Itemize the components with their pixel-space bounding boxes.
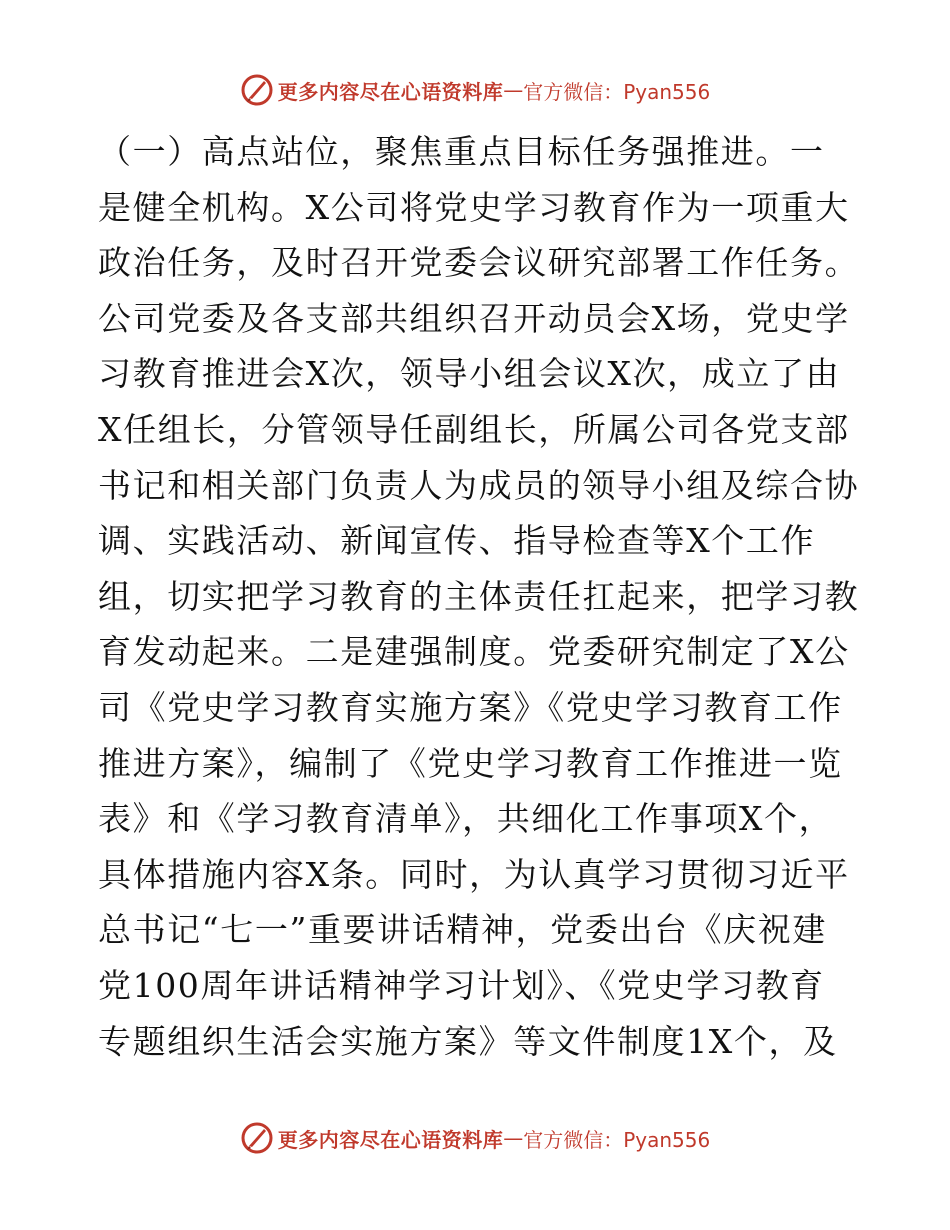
body-line: 公司党委及各支部共组织召开动员会X场，党史学: [98, 298, 850, 338]
header-banner: [0, 70, 950, 110]
body-line: 具体措施内容X条。同时，为认真学习贯彻习近平: [98, 854, 850, 894]
body-line: 党100周年讲话精神学习计划》、《党史学习教育: [98, 965, 825, 1005]
body-line: 政治任务，及时召开党委会议研究部署工作任务。: [98, 243, 860, 283]
body-line: 司《党史学习教育实施方案》《党史学习教育工作: [98, 687, 843, 727]
body-line: 推进方案》，编制了《党史学习教育工作推进一览: [98, 743, 843, 783]
body-line: 书记和相关部门负责人为成员的领导小组及综合协: [98, 465, 860, 505]
body-line: 组，切实把学习教育的主体责任扛起来，把学习教: [98, 576, 860, 616]
body-line: 总书记“七一”重要讲话精神，党委出台《庆祝建: [98, 910, 827, 950]
body-line: 专题组织生活会实施方案》等文件制度1X个，及: [98, 1021, 838, 1061]
banner-separator: —: [503, 78, 524, 102]
body-line: 表》和《学习教育清单》，共细化工作事项X个，: [98, 799, 834, 839]
quill-pen-circle-icon: [240, 1121, 274, 1155]
body-line: 育发动起来。二是建强制度。党委研究制定了X公: [98, 632, 850, 672]
document-body: [98, 124, 858, 1069]
banner-contact: 官方微信：Pyan556: [523, 1127, 711, 1152]
body-line: （一）高点站位，聚焦重点目标任务强推进。一: [98, 132, 825, 171]
body-line: 习教育推进会X次，领导小组会议X次，成立了由: [98, 354, 841, 394]
banner-separator: —: [503, 1126, 524, 1150]
body-line: 调、实践活动、新闻宣传、指导检查等X个工作: [98, 521, 816, 561]
banner-title: 更多内容尽在心语资料库: [277, 1127, 504, 1152]
body-line: X任组长，分管领导任副组长，所属公司各党支部: [98, 409, 850, 449]
banner-contact: 官方微信：Pyan556: [523, 79, 711, 104]
body-line: 是健全机构。X公司将党史学习教育作为一项重大: [98, 187, 850, 227]
footer-banner: [0, 1118, 950, 1158]
banner-title: 更多内容尽在心语资料库: [277, 79, 504, 104]
quill-pen-circle-icon: [240, 73, 274, 107]
